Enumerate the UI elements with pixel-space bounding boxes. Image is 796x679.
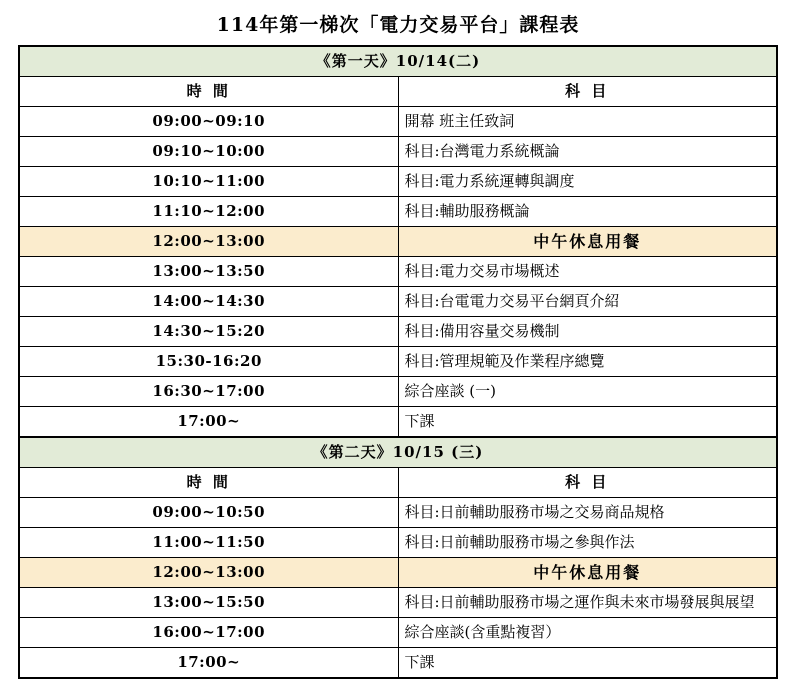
row-time-cell: 16:30~17:00 xyxy=(19,377,398,407)
row-time-cell: 16:00~17:00 xyxy=(19,618,398,648)
day-banner-label: 《第二天》10/15 (三) xyxy=(19,437,777,468)
row-subject-cell: 科目:台灣電力系統概論 xyxy=(398,137,777,167)
column-header-subject: 科 目 xyxy=(398,468,777,498)
table-row xyxy=(19,257,777,287)
row-subject-cell: 科目:日前輔助服務市場之運作與未來市場發展與展望 xyxy=(398,588,777,618)
table-row xyxy=(19,287,777,317)
row-subject-cell: 科目:台電電力交易平台網頁介紹 xyxy=(398,287,777,317)
row-time-cell: 12:00~13:00 xyxy=(19,558,398,588)
row-subject-cell: 科目:日前輔助服務市場之交易商品規格 xyxy=(398,498,777,528)
row-subject-cell: 綜合座談(含重點複習） xyxy=(398,618,777,648)
row-time-cell: 10:10~11:00 xyxy=(19,167,398,197)
row-subject-cell: 科目:電力系統運轉與調度 xyxy=(398,167,777,197)
column-header-time: 時 間 xyxy=(19,468,398,498)
table-row xyxy=(19,407,777,438)
table-row xyxy=(19,498,777,528)
row-time-cell: 13:00~13:50 xyxy=(19,257,398,287)
row-time-cell: 14:00~14:30 xyxy=(19,287,398,317)
page-title: 114年第一梯次「電力交易平台」課程表 xyxy=(216,14,580,36)
row-subject-cell: 科目:日前輔助服務市場之參與作法 xyxy=(398,528,777,558)
table-row xyxy=(19,317,777,347)
table-row xyxy=(19,618,777,648)
table-row xyxy=(19,137,777,167)
row-time-cell: 14:30~15:20 xyxy=(19,317,398,347)
row-subject-cell: 科目:輔助服務概論 xyxy=(398,197,777,227)
table-row xyxy=(19,347,777,377)
column-header-subject: 科 目 xyxy=(398,77,777,107)
table-row xyxy=(19,648,777,679)
row-subject-cell: 中午休息用餐 xyxy=(398,558,777,588)
row-time-cell: 09:00~10:50 xyxy=(19,498,398,528)
row-subject-cell: 綜合座談 (一) xyxy=(398,377,777,407)
row-time-cell: 11:10~12:00 xyxy=(19,197,398,227)
table-row xyxy=(19,227,777,257)
table-row xyxy=(19,588,777,618)
row-time-cell: 15:30-16:20 xyxy=(19,347,398,377)
row-time-cell: 09:10~10:00 xyxy=(19,137,398,167)
row-time-cell: 12:00~13:00 xyxy=(19,227,398,257)
row-subject-cell: 科目:電力交易市場概述 xyxy=(398,257,777,287)
row-time-cell: 13:00~15:50 xyxy=(19,588,398,618)
table-row xyxy=(19,528,777,558)
row-time-cell: 17:00~ xyxy=(19,407,398,438)
row-subject-cell: 科目:管理規範及作業程序總覽 xyxy=(398,347,777,377)
column-header-row xyxy=(19,468,777,498)
row-subject-cell: 開幕 班主任致詞 xyxy=(398,107,777,137)
schedule-table xyxy=(18,45,778,679)
row-subject-cell: 科目:備用容量交易機制 xyxy=(398,317,777,347)
day-banner-label: 《第一天》10/14(二) xyxy=(19,46,777,77)
row-time-cell: 11:00~11:50 xyxy=(19,528,398,558)
table-row xyxy=(19,167,777,197)
table-row xyxy=(19,558,777,588)
day-banner-row xyxy=(19,46,777,77)
schedule-table-body xyxy=(19,46,777,678)
table-row xyxy=(19,377,777,407)
row-time-cell: 09:00~09:10 xyxy=(19,107,398,137)
row-time-cell: 17:00~ xyxy=(19,648,398,679)
day-banner-row xyxy=(19,437,777,468)
table-row xyxy=(19,197,777,227)
column-header-time: 時 間 xyxy=(19,77,398,107)
row-subject-cell: 下課 xyxy=(398,648,777,679)
table-row xyxy=(19,107,777,137)
row-subject-cell: 中午休息用餐 xyxy=(398,227,777,257)
column-header-row xyxy=(19,77,777,107)
row-subject-cell: 下課 xyxy=(398,407,777,438)
